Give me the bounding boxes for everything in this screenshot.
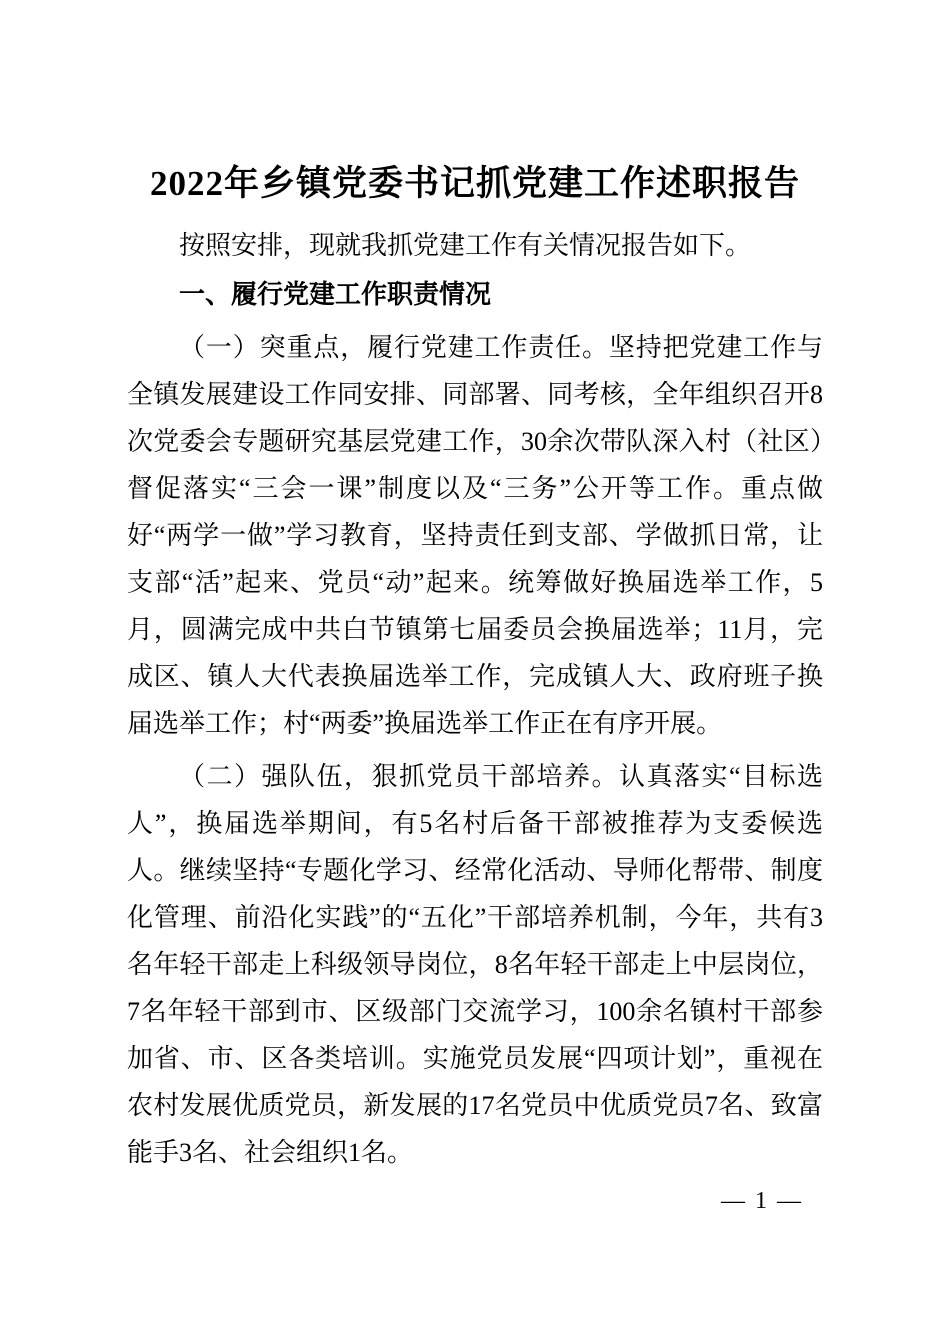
body-paragraph-2: （二）强队伍，狠抓党员干部培养。认真落实“目标选人”，换届选举期间，有5名村后备干部被推荐为支委候选人。继续坚持“专题化学习、经常化活动、导师化帮带、制度化管理、前沿化实践”的“五化”干部培养机制，今年，共有3名年轻干部走上科级领导岗位，8名年轻干部走上中层岗位，7名年轻干部到市、区级部门交流学习，100余名镇村干部参加省、市、区各类培训。实施党员发展“四项计划”，重视在农村发展优质党员，新发展的17名党员中优质党员7名、致富能手3名、社会组织1名。 — [127, 762, 823, 1167]
body-paragraph-1: （一）突重点，履行党建工作责任。坚持把党建工作与全镇发展建设工作同安排、同部署、同考核，全年组织召开8次党委会专题研究基层党建工作，30余次带队深入村（社区）督促落实“三会一课”制度以及“三务”公开等工作。重点做好“两学一做”学习教育，坚持责任到支部、学做抓日常，让支部“活”起来、党员“动”起来。统筹做好换届选举工作，5月，圆满完成中共白节镇第七届委员会换届选举；11月，完成区、镇人大代表换届选举工作，完成镇人大、政府班子换届选举工作；村“两委”换届选举工作正在有序开展。 — [127, 333, 823, 738]
section-heading: 一、履行党建工作职责情况 — [179, 279, 492, 309]
document-title: 2022年乡镇党委书记抓党建工作述职报告 — [149, 164, 800, 203]
intro-paragraph: 按照安排，现就我抓党建工作有关情况报告如下。 — [179, 231, 752, 260]
page-number: — 1 — — [721, 1188, 803, 1214]
